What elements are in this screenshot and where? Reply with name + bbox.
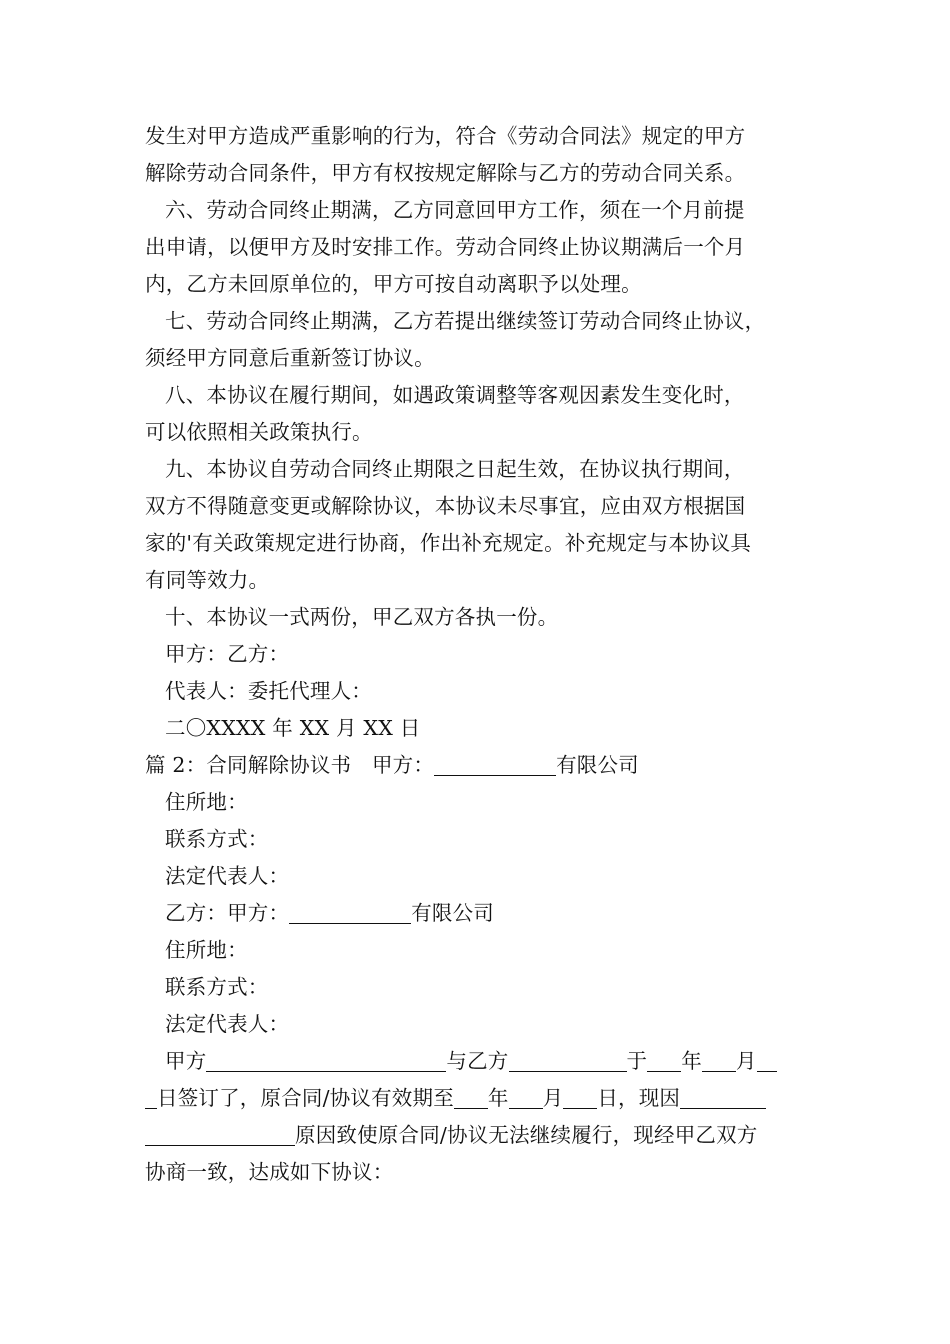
agreement-body-line: 协商一致，达成如下协议：: [145, 1160, 394, 1184]
body-text: 月: [542, 1086, 564, 1110]
party-b-label: 乙方：甲方：: [165, 901, 290, 925]
expiry-month-blank: [509, 1084, 543, 1109]
expiry-day-blank: [563, 1084, 597, 1109]
party-b-legal-rep: 法定代表人：: [165, 1012, 290, 1036]
party-b-contact: 联系方式：: [165, 975, 269, 999]
clause-7-line: 七、劳动合同终止期满，乙方若提出继续签订劳动合同终止协议，: [165, 309, 766, 333]
body-text: 年: [487, 1086, 509, 1110]
clause-6-line: 内，乙方未回原单位的，甲方可按自动离职予以处理。: [145, 272, 642, 296]
agreement-body-line: [145, 1117, 815, 1154]
document-body: [145, 118, 815, 1191]
clause-10-line: 十、本协议一式两份，甲乙双方各执一份。: [165, 605, 559, 629]
agreement-body-line: [145, 1043, 815, 1080]
body-text: 日，现因: [597, 1086, 681, 1110]
party-b-blank: [509, 1047, 627, 1072]
year-blank: [647, 1047, 681, 1072]
clause-9-line: 双方不得随意变更或解除协议，本协议未尽事宜，应由双方根据国: [145, 494, 746, 518]
party-b-address: 住所地：: [165, 938, 248, 962]
reason-blank-start: [680, 1084, 766, 1109]
body-text: 年: [681, 1049, 702, 1073]
expiry-year-blank: [454, 1084, 488, 1109]
clause-8-line: 八、本协议在履行期间，如遇政策调整等客观因素发生变化时，: [165, 383, 745, 407]
day-blank-start: [757, 1047, 777, 1072]
paragraph-line: 解除劳动合同条件，甲方有权按规定解除与乙方的劳动合同关系。: [145, 161, 746, 185]
party-b-company-suffix: 有限公司: [411, 901, 495, 925]
section2-heading-text: 篇 2：合同解除协议书 甲方：: [145, 753, 435, 777]
month-blank: [702, 1047, 736, 1072]
party-a-legal-rep: 法定代表人：: [165, 864, 290, 888]
company-name-blank: [434, 751, 556, 776]
clause-7-line: 须经甲方同意后重新签订协议。: [145, 346, 435, 370]
clause-9-line: 有同等效力。: [145, 568, 270, 592]
party-b-line: [145, 895, 815, 932]
company-suffix: 有限公司: [556, 753, 639, 777]
party-a-address: 住所地：: [165, 790, 248, 814]
signature-date: 二〇XXXX 年 XX 月 XX 日: [165, 716, 421, 740]
clause-6-line: 出申请，以便甲方及时安排工作。劳动合同终止协议期满后一个月: [145, 235, 746, 259]
clause-6-line: 六、劳动合同终止期满，乙方同意回甲方工作，须在一个月前提: [165, 198, 745, 222]
signature-parties: 甲方：乙方：: [165, 642, 290, 666]
clause-9-line: 九、本协议自劳动合同终止期限之日起生效，在协议执行期间，: [165, 457, 745, 481]
signature-representatives: 代表人：委托代理人：: [165, 679, 372, 703]
clause-8-line: 可以依照相关政策执行。: [145, 420, 373, 444]
body-text: 与乙方: [446, 1049, 509, 1073]
body-text: 于: [626, 1049, 648, 1073]
party-a-contact: 联系方式：: [165, 827, 269, 851]
party-a-blank: [206, 1047, 446, 1072]
body-text: 日签订了，原合同/协议有效期至: [157, 1086, 454, 1110]
section2-heading: [145, 747, 815, 784]
body-text: 原因致使原合同/协议无法继续履行，现经甲乙双方: [295, 1123, 758, 1147]
agreement-body-line: [145, 1080, 815, 1117]
paragraph-line: 发生对甲方造成严重影响的行为，符合《劳动合同法》规定的甲方: [145, 124, 746, 148]
body-text: 甲方: [165, 1049, 207, 1073]
body-text: 月: [735, 1049, 757, 1073]
clause-9-line: 家的'有关政策规定进行协商，作出补充规定。补充规定与本协议具: [145, 531, 752, 555]
reason-blank-end: [145, 1121, 295, 1146]
day-blank-end: [145, 1084, 157, 1109]
party-b-company-blank: [289, 899, 411, 924]
